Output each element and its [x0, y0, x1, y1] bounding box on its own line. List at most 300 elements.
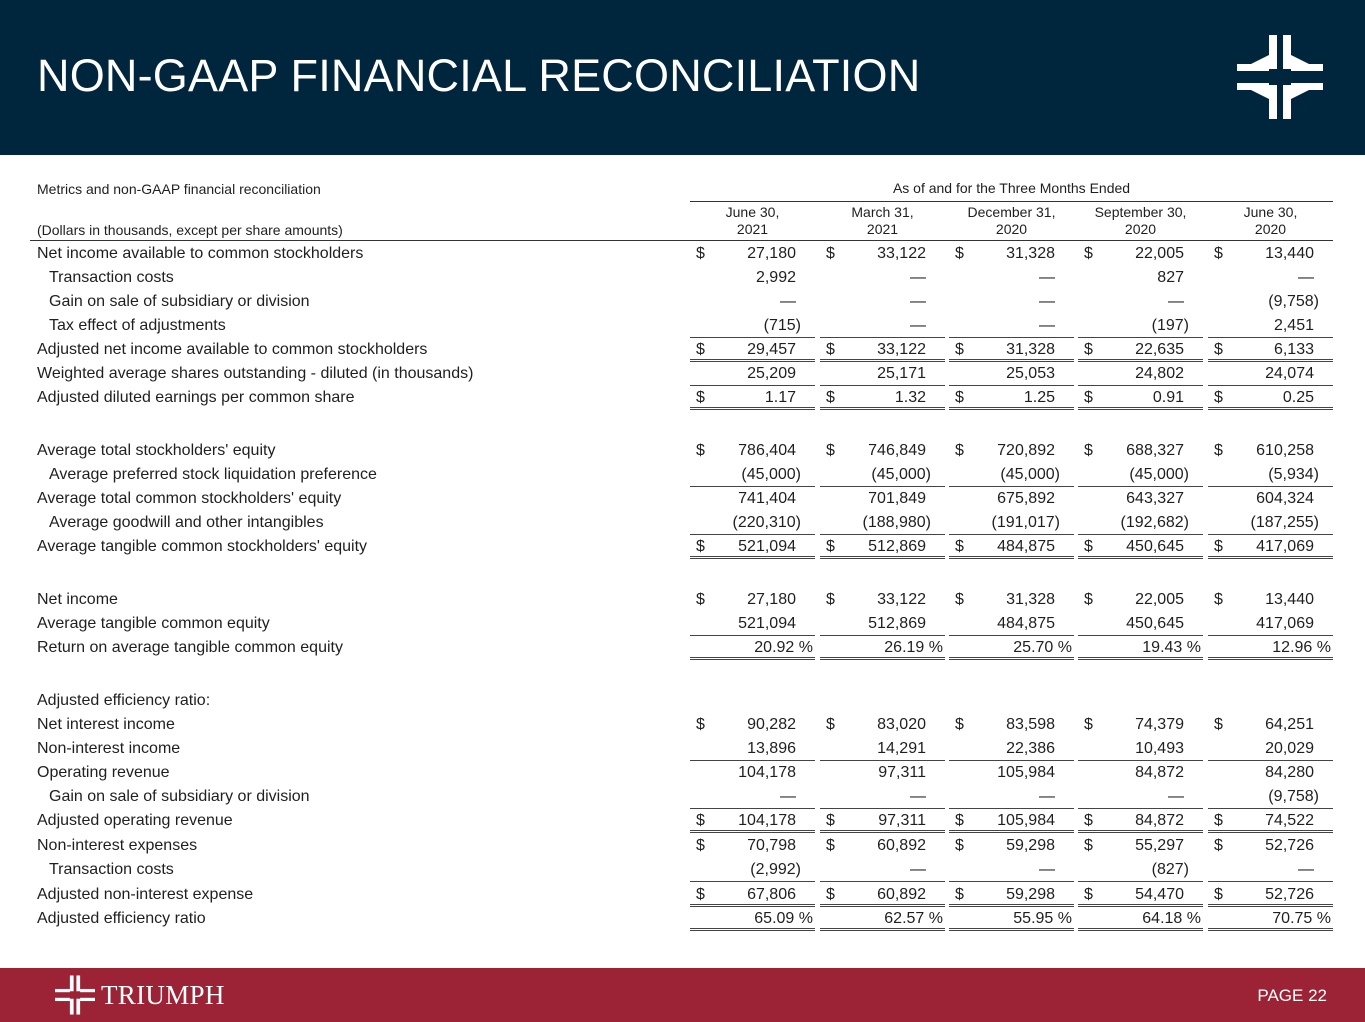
- table-cell: [690, 362, 815, 386]
- cell-value: 22,386: [1006, 740, 1055, 757]
- table-row: [0, 338, 1365, 362]
- cell-value: (2,992): [750, 861, 801, 878]
- triumph-cross-small-icon: [55, 975, 95, 1015]
- table-cell: [949, 737, 1074, 761]
- cell-value: —: [1039, 269, 1055, 286]
- table-row: [0, 242, 1365, 266]
- triumph-cross-logo-icon: [1237, 35, 1323, 119]
- cell-value: 2,451: [1273, 317, 1314, 334]
- row-label: Net income available to common stockholders: [37, 245, 364, 262]
- table-cell: [1078, 883, 1203, 907]
- cell-value: 70,798: [747, 837, 796, 854]
- table-row: [0, 785, 1365, 809]
- cell-value: 521,094: [738, 615, 796, 632]
- cell-value: 12.96 %: [1272, 639, 1331, 656]
- table-cell: [1078, 439, 1203, 463]
- table-row: [0, 907, 1365, 931]
- cell-value: 27,180: [747, 591, 796, 608]
- table-row: [0, 314, 1365, 338]
- table-cell: [820, 511, 945, 535]
- currency-symbol: $: [1214, 837, 1223, 854]
- table-cell: [1078, 386, 1203, 410]
- table-cell: [1208, 386, 1333, 410]
- cell-value: 62.57 %: [884, 910, 943, 927]
- cell-value: 64,251: [1265, 716, 1314, 733]
- page-number: PAGE 22: [1257, 986, 1327, 1005]
- table-cell: [690, 785, 815, 809]
- cell-value: 54,470: [1135, 886, 1184, 903]
- cell-value: 512,869: [868, 538, 926, 555]
- table-cell: [949, 761, 1074, 785]
- table-cell: [949, 834, 1074, 858]
- currency-symbol: $: [826, 538, 835, 555]
- cell-value: 19.43 %: [1142, 639, 1201, 656]
- table-row: [0, 737, 1365, 761]
- table-cell: [690, 463, 815, 487]
- table-cell: [690, 636, 815, 660]
- cell-value: 0.91: [1152, 389, 1184, 406]
- column-header-period: March 31,: [851, 204, 914, 220]
- table-cell: [1078, 761, 1203, 785]
- table-cell: [1208, 761, 1333, 785]
- table-cell: [820, 907, 945, 931]
- table-cell: [1208, 588, 1333, 612]
- cell-value: 90,282: [747, 716, 796, 733]
- table-cell: [690, 883, 815, 907]
- cell-value: —: [1039, 293, 1055, 310]
- table-row: [0, 689, 1365, 713]
- table-cell: [949, 511, 1074, 535]
- cell-value: (5,934): [1268, 466, 1319, 483]
- cell-value: 604,324: [1256, 490, 1314, 507]
- cell-value: 827: [1157, 269, 1184, 286]
- currency-symbol: $: [1084, 591, 1093, 608]
- column-header: [949, 204, 1074, 238]
- cell-value: 24,074: [1265, 365, 1314, 382]
- table-cell: [949, 809, 1074, 833]
- cell-value: 25.70 %: [1013, 639, 1072, 656]
- currency-symbol: $: [1214, 812, 1223, 829]
- units-note: (Dollars in thousands, except per share amounts): [37, 222, 343, 238]
- table-cell: [1078, 362, 1203, 386]
- cell-value: 521,094: [738, 538, 796, 555]
- row-label: Non-interest expenses: [37, 837, 198, 854]
- cell-value: 484,875: [997, 615, 1055, 632]
- currency-symbol: $: [1084, 341, 1093, 358]
- currency-symbol: $: [696, 538, 705, 555]
- table-cell: [949, 266, 1074, 290]
- table-cell: [949, 338, 1074, 362]
- cell-value: 450,645: [1126, 615, 1184, 632]
- row-label: Transaction costs: [49, 269, 174, 286]
- row-label: Operating revenue: [37, 764, 170, 781]
- currency-symbol: $: [955, 538, 964, 555]
- table-cell: [1208, 463, 1333, 487]
- row-label: Adjusted efficiency ratio:: [37, 692, 211, 709]
- cell-value: (45,000): [1129, 466, 1189, 483]
- table-cell: [1208, 713, 1333, 737]
- cell-value: (45,000): [1000, 466, 1060, 483]
- table-cell: [690, 439, 815, 463]
- table-cell: [1078, 809, 1203, 833]
- table-row: [0, 535, 1365, 559]
- table-cell: [1078, 290, 1203, 314]
- table-cell: [949, 636, 1074, 660]
- cell-value: (220,310): [732, 514, 801, 531]
- table-cell: [949, 362, 1074, 386]
- column-header: [1208, 204, 1333, 238]
- cell-value: —: [910, 317, 926, 334]
- table-cell: [820, 439, 945, 463]
- cell-value: 60,892: [877, 837, 926, 854]
- table-row: [0, 588, 1365, 612]
- table-cell: [690, 338, 815, 362]
- cell-value: 55.95 %: [1013, 910, 1072, 927]
- brand-name: TRIUMPH: [101, 979, 225, 1010]
- table-cell: [820, 636, 945, 660]
- table-cell: [1208, 487, 1333, 511]
- column-header-period: December 31,: [967, 204, 1056, 220]
- currency-symbol: $: [955, 442, 964, 459]
- table-cell: [1208, 511, 1333, 535]
- currency-symbol: $: [826, 812, 835, 829]
- table-cell: [1078, 487, 1203, 511]
- table-cell: [1078, 785, 1203, 809]
- table-cell: [1078, 266, 1203, 290]
- column-header-year: 2020: [1254, 221, 1287, 237]
- cell-value: —: [1039, 788, 1055, 805]
- cell-value: 20,029: [1265, 740, 1314, 757]
- cell-value: 59,298: [1006, 837, 1055, 854]
- table-cell: [949, 858, 1074, 882]
- table-row: [0, 809, 1365, 833]
- cell-value: 746,849: [868, 442, 926, 459]
- table-cell: [949, 588, 1074, 612]
- table-row: [0, 266, 1365, 290]
- currency-symbol: $: [826, 716, 835, 733]
- table-cell: [820, 266, 945, 290]
- table-cell: [1078, 907, 1203, 931]
- table-cell: [1078, 713, 1203, 737]
- cell-value: 74,522: [1265, 812, 1314, 829]
- row-label: Transaction costs: [49, 861, 174, 878]
- currency-symbol: $: [955, 591, 964, 608]
- currency-symbol: $: [1214, 389, 1223, 406]
- table-cell: [1208, 907, 1333, 931]
- cell-value: 688,327: [1126, 442, 1184, 459]
- table-cell: [1078, 463, 1203, 487]
- table-cell: [820, 809, 945, 833]
- cell-value: 14,291: [877, 740, 926, 757]
- row-label: Weighted average shares outstanding - diluted (in thousands): [37, 365, 474, 382]
- cell-value: 24,802: [1135, 365, 1184, 382]
- cell-value: 31,328: [1006, 245, 1055, 262]
- row-label: Net interest income: [37, 716, 175, 733]
- cell-value: 84,872: [1135, 812, 1184, 829]
- cell-value: 60,892: [877, 886, 926, 903]
- cell-value: 610,258: [1256, 442, 1314, 459]
- row-label: Adjusted non-interest expense: [37, 886, 254, 903]
- table-cell: [1208, 439, 1333, 463]
- table-cell: [1078, 834, 1203, 858]
- table-cell: [949, 463, 1074, 487]
- table-cell: [949, 713, 1074, 737]
- cell-value: 105,984: [997, 764, 1055, 781]
- cell-value: —: [910, 293, 926, 310]
- row-label: Return on average tangible common equity: [37, 639, 343, 656]
- cell-value: 104,178: [738, 812, 796, 829]
- cell-value: 512,869: [868, 615, 926, 632]
- table-cell: [1078, 858, 1203, 882]
- cell-value: 31,328: [1006, 591, 1055, 608]
- table-row: [0, 511, 1365, 535]
- currency-symbol: $: [1214, 591, 1223, 608]
- cell-value: 84,280: [1265, 764, 1314, 781]
- cell-value: 26.19 %: [884, 639, 943, 656]
- cell-value: 1.25: [1023, 389, 1055, 406]
- table-cell: [690, 511, 815, 535]
- table-cell: [820, 612, 945, 636]
- currency-symbol: $: [696, 389, 705, 406]
- cell-value: (197): [1151, 317, 1189, 334]
- table-cell: [949, 242, 1074, 266]
- table-cell: [1208, 883, 1333, 907]
- table-cell: [1208, 858, 1333, 882]
- table-cell: [1078, 588, 1203, 612]
- currency-symbol: $: [955, 341, 964, 358]
- table-row: [0, 834, 1365, 858]
- cell-value: (45,000): [741, 466, 801, 483]
- header-rule: [30, 240, 1333, 241]
- table-cell: [1078, 242, 1203, 266]
- cell-value: 105,984: [997, 812, 1055, 829]
- cell-value: 25,053: [1006, 365, 1055, 382]
- table-row: [0, 386, 1365, 410]
- cell-value: 59,298: [1006, 886, 1055, 903]
- table-cell: [690, 266, 815, 290]
- currency-symbol: $: [1084, 837, 1093, 854]
- table-cell: [820, 535, 945, 559]
- currency-symbol: $: [826, 837, 835, 854]
- table-cell: [820, 858, 945, 882]
- table-cell: [1078, 338, 1203, 362]
- table-row: [0, 858, 1365, 882]
- cell-value: 83,020: [877, 716, 926, 733]
- cell-value: 97,311: [878, 764, 926, 781]
- currency-symbol: $: [955, 886, 964, 903]
- table-row: [0, 612, 1365, 636]
- currency-symbol: $: [1214, 716, 1223, 733]
- table-row: [0, 439, 1365, 463]
- table-cell: [949, 785, 1074, 809]
- column-header-period: June 30,: [725, 204, 780, 220]
- cell-value: —: [1168, 293, 1184, 310]
- table-cell: [1208, 362, 1333, 386]
- table-cell: [820, 242, 945, 266]
- table-cell: [1208, 612, 1333, 636]
- cell-value: 31,328: [1006, 341, 1055, 358]
- table-cell: [690, 314, 815, 338]
- table-cell: [949, 535, 1074, 559]
- table-cell: [820, 834, 945, 858]
- cell-value: 22,635: [1135, 341, 1184, 358]
- cell-value: —: [780, 293, 796, 310]
- table-cell: [820, 588, 945, 612]
- table-row: [0, 761, 1365, 785]
- cell-value: 70.75 %: [1272, 910, 1331, 927]
- cell-value: 55,297: [1135, 837, 1184, 854]
- currency-symbol: $: [696, 245, 705, 262]
- cell-value: 22,005: [1135, 245, 1184, 262]
- cell-value: 675,892: [997, 490, 1055, 507]
- cell-value: (9,758): [1268, 293, 1319, 310]
- cell-value: 74,379: [1135, 716, 1184, 733]
- currency-symbol: $: [955, 716, 964, 733]
- table-cell: [1208, 809, 1333, 833]
- table-cell: [690, 713, 815, 737]
- cell-value: 104,178: [738, 764, 796, 781]
- cell-value: 1.17: [764, 389, 796, 406]
- table-row: [0, 883, 1365, 907]
- row-label: Average total common stockholders' equity: [37, 490, 342, 507]
- table-cell: [690, 242, 815, 266]
- currency-symbol: $: [955, 245, 964, 262]
- table-cell: [820, 386, 945, 410]
- row-label: Gain on sale of subsidiary or division: [49, 788, 310, 805]
- cell-value: —: [1298, 269, 1314, 286]
- cell-value: (187,255): [1250, 514, 1319, 531]
- column-header: [690, 204, 815, 238]
- table-row: [0, 290, 1365, 314]
- table-cell: [949, 612, 1074, 636]
- currency-symbol: $: [1214, 245, 1223, 262]
- cell-value: 484,875: [997, 538, 1055, 555]
- cell-value: —: [1168, 788, 1184, 805]
- cell-value: —: [1039, 317, 1055, 334]
- row-label: Tax effect of adjustments: [49, 317, 226, 334]
- table-cell: [690, 858, 815, 882]
- cell-value: 27,180: [747, 245, 796, 262]
- cell-value: 741,404: [738, 490, 796, 507]
- currency-symbol: $: [955, 389, 964, 406]
- page-footer: [0, 968, 1365, 1022]
- currency-symbol: $: [826, 245, 835, 262]
- cell-value: (715): [763, 317, 801, 334]
- row-label: Adjusted operating revenue: [37, 812, 233, 829]
- table-cell: [690, 761, 815, 785]
- column-header: [1078, 204, 1203, 238]
- row-label: Average preferred stock liquidation preference: [49, 466, 377, 483]
- column-header: [820, 204, 945, 238]
- cell-value: 786,404: [738, 442, 796, 459]
- column-header-year: 2021: [736, 221, 769, 237]
- table-cell: [690, 834, 815, 858]
- row-label: Average total stockholders' equity: [37, 442, 276, 459]
- currency-symbol: $: [826, 442, 835, 459]
- currency-symbol: $: [1084, 886, 1093, 903]
- currency-symbol: $: [696, 591, 705, 608]
- table-cell: [1208, 290, 1333, 314]
- table-cell: [1208, 338, 1333, 362]
- cell-value: —: [1039, 861, 1055, 878]
- cell-value: (45,000): [871, 466, 931, 483]
- row-label: Adjusted diluted earnings per common share: [37, 389, 355, 406]
- currency-symbol: $: [955, 837, 964, 854]
- cell-value: 33,122: [877, 245, 926, 262]
- table-cell: [820, 362, 945, 386]
- table-cell: [1208, 785, 1333, 809]
- table-row: [0, 362, 1365, 386]
- period-group-header: As of and for the Three Months Ended: [690, 180, 1333, 202]
- row-label: Net income: [37, 591, 118, 608]
- column-header-period: June 30,: [1243, 204, 1298, 220]
- cell-value: (191,017): [991, 514, 1060, 531]
- table-cell: [1078, 511, 1203, 535]
- table-cell: [690, 487, 815, 511]
- table-cell: [1208, 535, 1333, 559]
- table-cell: [690, 737, 815, 761]
- cell-value: —: [780, 788, 796, 805]
- table-cell: [1078, 612, 1203, 636]
- cell-value: 1.32: [894, 389, 926, 406]
- page-title: NON-GAAP FINANCIAL RECONCILIATION: [37, 50, 921, 101]
- cell-value: 25,209: [747, 365, 796, 382]
- cell-value: 33,122: [877, 341, 926, 358]
- table-row: [0, 636, 1365, 660]
- cell-value: 67,806: [747, 886, 796, 903]
- cell-value: 25,171: [877, 365, 926, 382]
- currency-symbol: $: [696, 837, 705, 854]
- currency-symbol: $: [696, 716, 705, 733]
- footer-brand: [55, 977, 225, 1013]
- row-label: Average goodwill and other intangibles: [49, 514, 324, 531]
- table-cell: [820, 713, 945, 737]
- table-cell: [1208, 636, 1333, 660]
- column-header-year: 2021: [866, 221, 899, 237]
- row-label: Adjusted efficiency ratio: [37, 910, 206, 927]
- table-cell: [820, 463, 945, 487]
- cell-value: —: [1298, 861, 1314, 878]
- currency-symbol: $: [826, 886, 835, 903]
- currency-symbol: $: [696, 812, 705, 829]
- table-cell: [1208, 737, 1333, 761]
- currency-symbol: $: [1214, 442, 1223, 459]
- row-label: Average tangible common equity: [37, 615, 270, 632]
- cell-value: 52,726: [1265, 837, 1314, 854]
- currency-symbol: $: [1084, 245, 1093, 262]
- table-cell: [690, 588, 815, 612]
- table-cell: [949, 314, 1074, 338]
- table-cell: [1078, 636, 1203, 660]
- column-header-year: 2020: [1124, 221, 1157, 237]
- cell-value: 65.09 %: [754, 910, 813, 927]
- row-label: Non-interest income: [37, 740, 181, 757]
- table-row: [0, 713, 1365, 737]
- table-row: [0, 463, 1365, 487]
- currency-symbol: $: [826, 591, 835, 608]
- row-label: Adjusted net income available to common stockholders: [37, 341, 428, 358]
- cell-value: 10,493: [1135, 740, 1184, 757]
- cell-value: 29,457: [747, 341, 796, 358]
- cell-value: 20.92 %: [754, 639, 813, 656]
- table-cell: [820, 290, 945, 314]
- cell-value: (188,980): [862, 514, 931, 531]
- table-cell: [1078, 314, 1203, 338]
- cell-value: 52,726: [1265, 886, 1314, 903]
- row-label: Gain on sale of subsidiary or division: [49, 293, 310, 310]
- table-cell: [690, 535, 815, 559]
- cell-value: 97,311: [878, 812, 926, 829]
